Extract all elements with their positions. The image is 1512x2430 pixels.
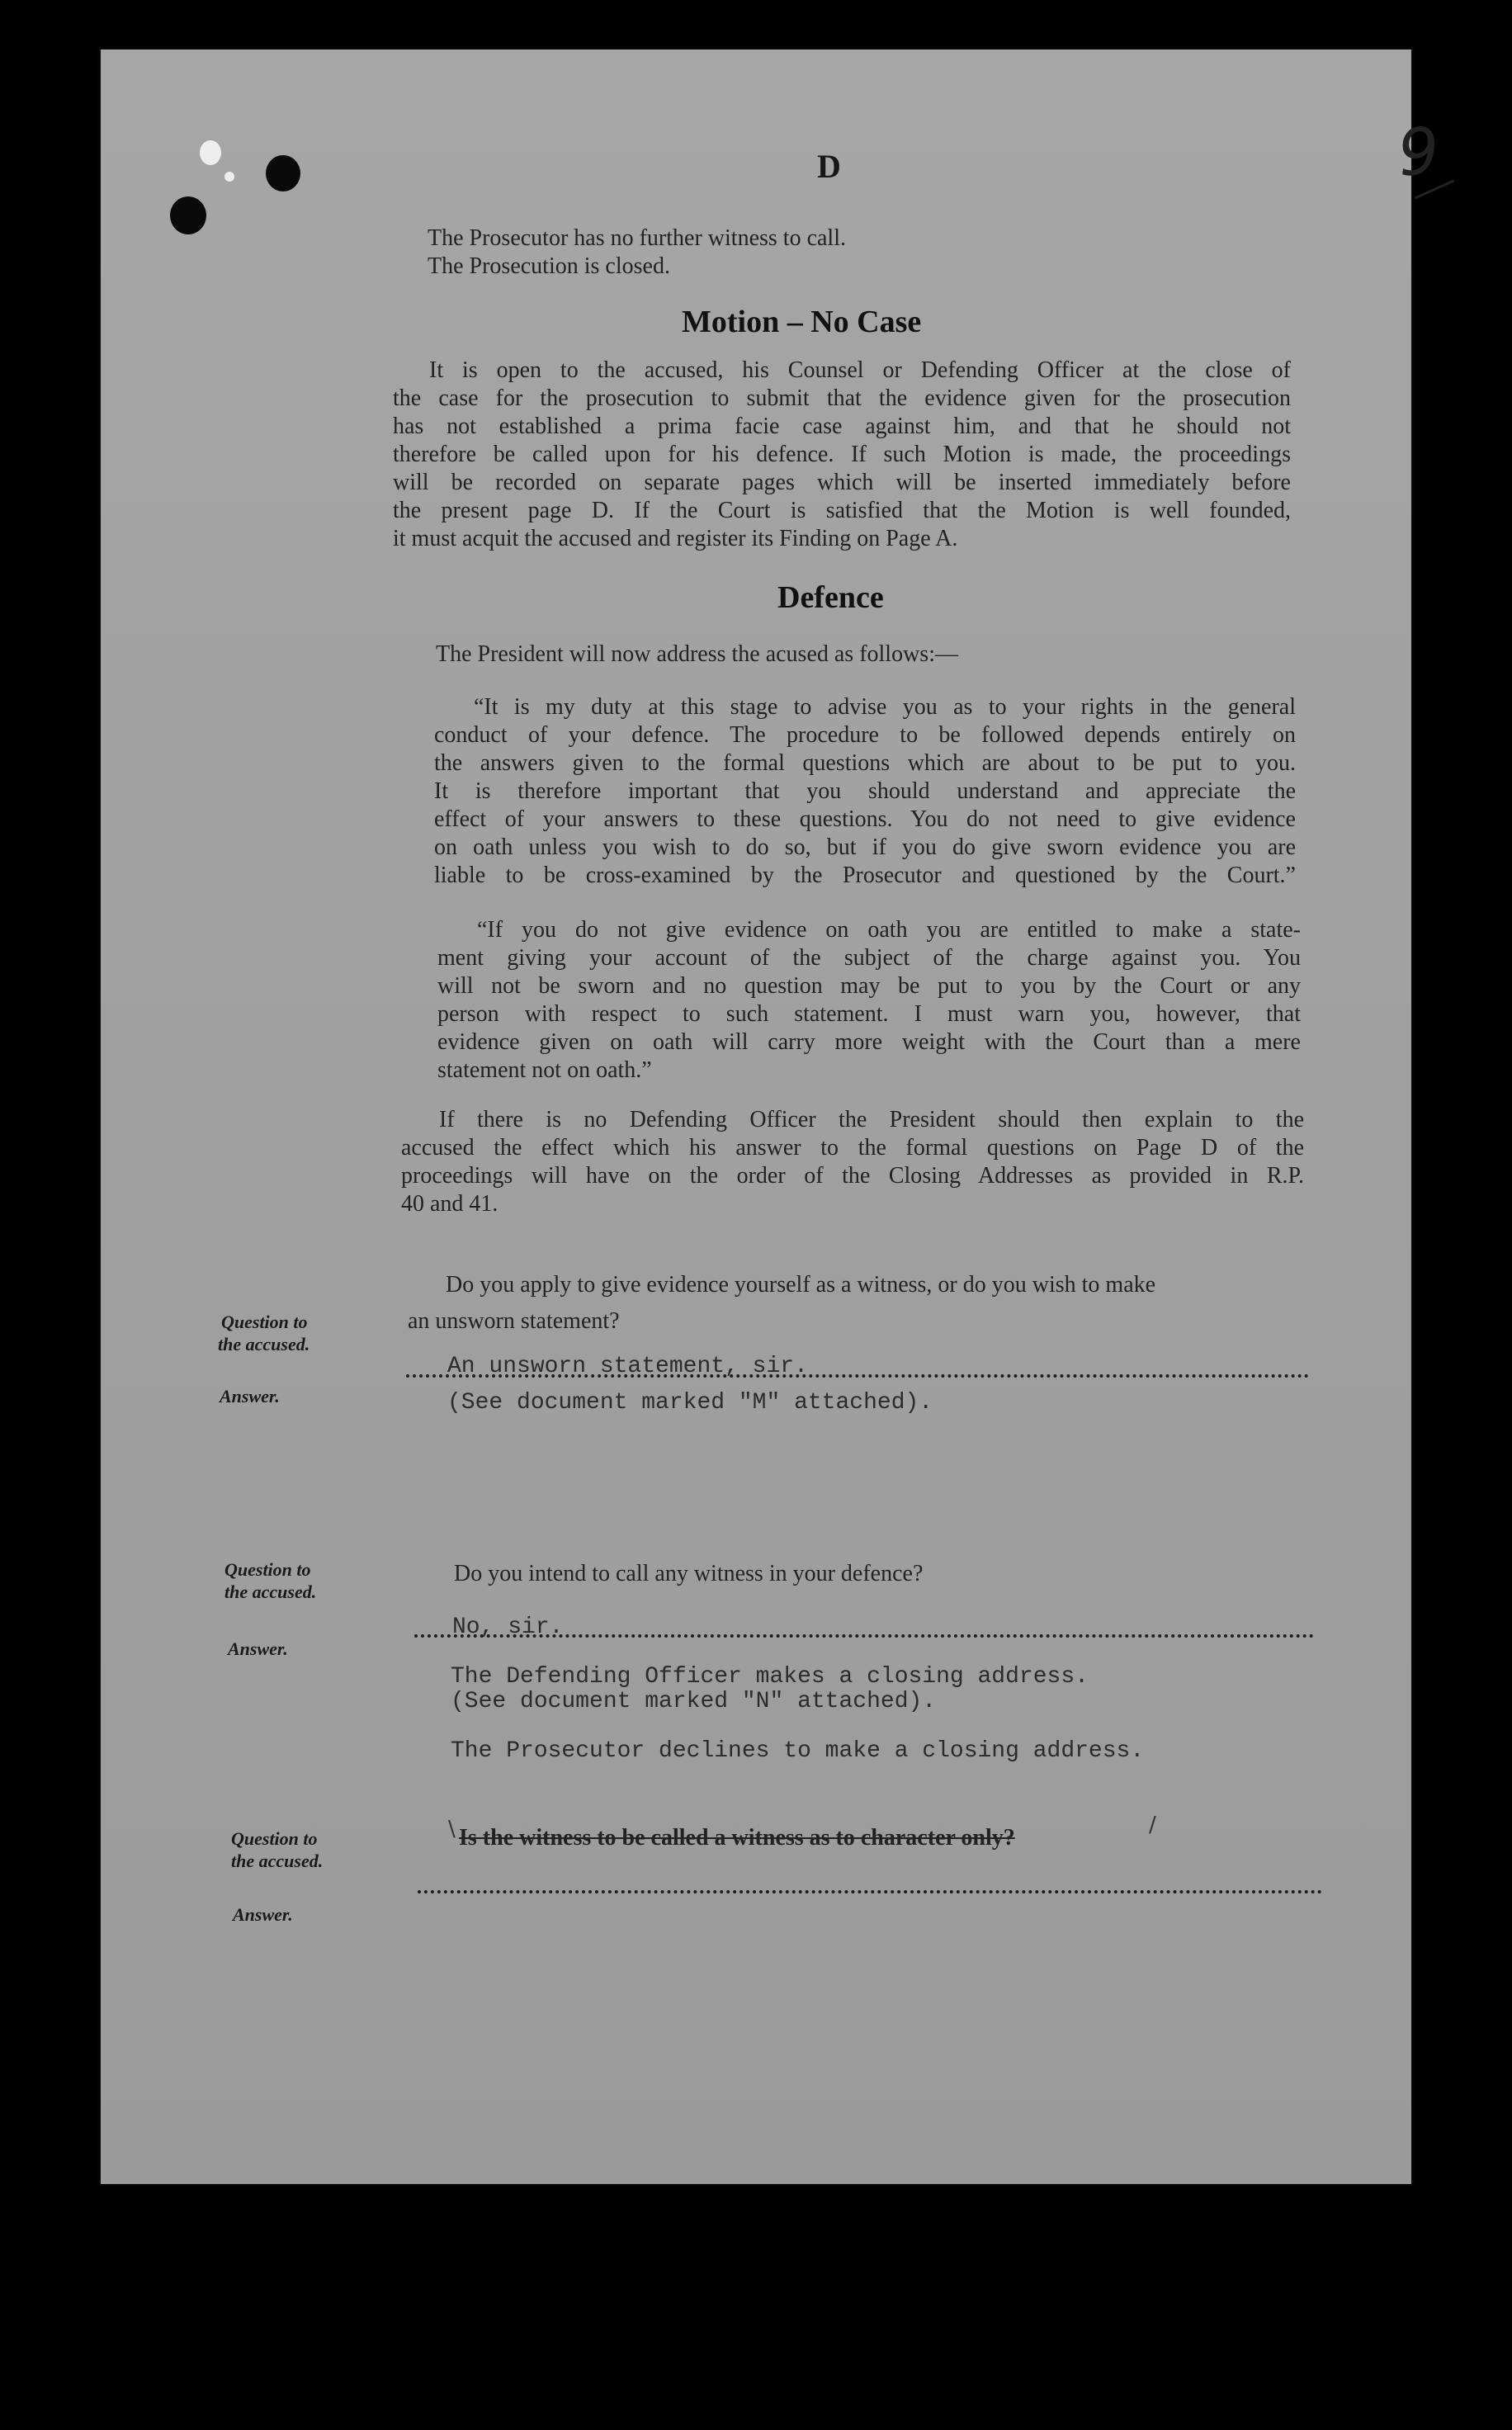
- punch-hole: [266, 155, 300, 191]
- question-label-line: the accused.: [224, 1581, 317, 1602]
- defence-line: effect of your answers to these questions. You do not need to give evidence: [434, 806, 1296, 832]
- defence-line: conduct of your defence. The procedure to be followed depends entirely on: [434, 722, 1296, 748]
- question-label-line: Question to: [221, 1312, 308, 1332]
- question-1-line: Do you apply to give evidence yourself as a witness, or do you wish to make: [446, 1272, 1156, 1298]
- page-number: 9: [1395, 114, 1442, 191]
- defence-line: will not be sworn and no question may be put to you by the Court or any: [437, 973, 1301, 999]
- answer-1-text: An unsworn statement, sir.: [447, 1354, 808, 1379]
- answer-1-line: [406, 1374, 1309, 1378]
- defence-line: accused the effect which his answer to the formal questions on Page D of the: [401, 1135, 1304, 1161]
- defence-line: “It is my duty at this stage to advise you as to your rights in the general: [474, 694, 1296, 720]
- question-label: [218, 1311, 309, 1355]
- answer-label: Answer.: [220, 1386, 280, 1406]
- defence-intro: The President will now address the acused as follows:—: [436, 641, 958, 667]
- answer-label: Answer.: [233, 1904, 293, 1925]
- defence-line: ment giving your account of the subject of the charge against you. You: [437, 945, 1301, 971]
- defence-line: If there is no Defending Officer the President should then explain to the: [439, 1107, 1304, 1132]
- question-label-line: the accused.: [231, 1851, 324, 1871]
- motion-line: the present page D. If the Court is satisfied that the Motion is well founded,: [393, 498, 1291, 523]
- answer-2-text: No, sir.: [452, 1614, 564, 1640]
- motion-line: therefore be called upon for his defence. If such Motion is made, the proceedings: [393, 442, 1291, 467]
- answer-3-line: [418, 1890, 1322, 1893]
- answer-2-note: The Defending Officer makes a closing address.: [451, 1664, 1089, 1690]
- question-3-struck: Is the witness to be called a witness as to character only?: [459, 1825, 1015, 1851]
- answer-label: Answer.: [228, 1638, 288, 1659]
- intro-line: The Prosecutor has no further witness to call.: [428, 225, 846, 251]
- defence-heading: Defence: [777, 580, 884, 615]
- speck: [224, 172, 234, 182]
- tick-mark: ∖: [444, 1818, 458, 1842]
- defence-line: statement not on oath.”: [437, 1057, 652, 1083]
- motion-line: will be recorded on separate pages which will be inserted immediately before: [393, 470, 1291, 495]
- defence-line: It is therefore important that you should understand and appreciate the: [434, 778, 1296, 804]
- motion-line: it must acquit the accused and register its Finding on Page A.: [393, 526, 958, 551]
- defence-line: evidence given on oath will carry more weight with the Court than a mere: [437, 1029, 1301, 1055]
- motion-line: has not established a prima facie case against him, and that he should not: [393, 414, 1291, 439]
- defence-line: 40 and 41.: [401, 1191, 498, 1217]
- defence-line: the answers given to the formal questions which are about to be put to you.: [434, 750, 1296, 776]
- question-label-line: Question to: [224, 1559, 311, 1580]
- question-2: Do you intend to call any witness in your defence?: [454, 1561, 924, 1586]
- defence-line: person with respect to such statement. I must warn you, however, that: [437, 1001, 1301, 1027]
- defence-line: on oath unless you wish to do so, but if you do give sworn evidence you are: [434, 834, 1296, 860]
- motion-heading: Motion – No Case: [682, 305, 922, 339]
- defence-line: liable to be cross-examined by the Prosecutor and questioned by the Court.”: [434, 863, 1296, 888]
- question-label: [231, 1827, 323, 1872]
- answer-1-note: (See document marked "M" attached).: [447, 1390, 933, 1416]
- intro-line: The Prosecution is closed.: [428, 253, 670, 279]
- page-letter: D: [817, 148, 841, 185]
- punch-hole: [170, 196, 206, 234]
- question-label-line: Question to: [231, 1828, 318, 1849]
- motion-line: the case for the prosecution to submit that the evidence given for the prosecution: [393, 385, 1291, 411]
- tick-mark: ∕: [1149, 1813, 1156, 1837]
- question-label-line: the accused.: [218, 1334, 310, 1354]
- defence-line: proceedings will have on the order of the Closing Addresses as provided in R.P.: [401, 1163, 1304, 1189]
- answer-2-note: The Prosecutor declines to make a closing address.: [451, 1738, 1145, 1764]
- answer-2-note: (See document marked "N" attached).: [451, 1689, 937, 1714]
- motion-line: It is open to the accused, his Counsel or Defending Officer at the close of: [429, 357, 1291, 383]
- question-1-line: an unsworn statement?: [408, 1308, 620, 1334]
- answer-2-line: [414, 1634, 1314, 1638]
- defence-line: “If you do not give evidence on oath you are entitled to make a state-: [477, 917, 1301, 943]
- question-label: [224, 1558, 316, 1603]
- speck: [200, 140, 221, 165]
